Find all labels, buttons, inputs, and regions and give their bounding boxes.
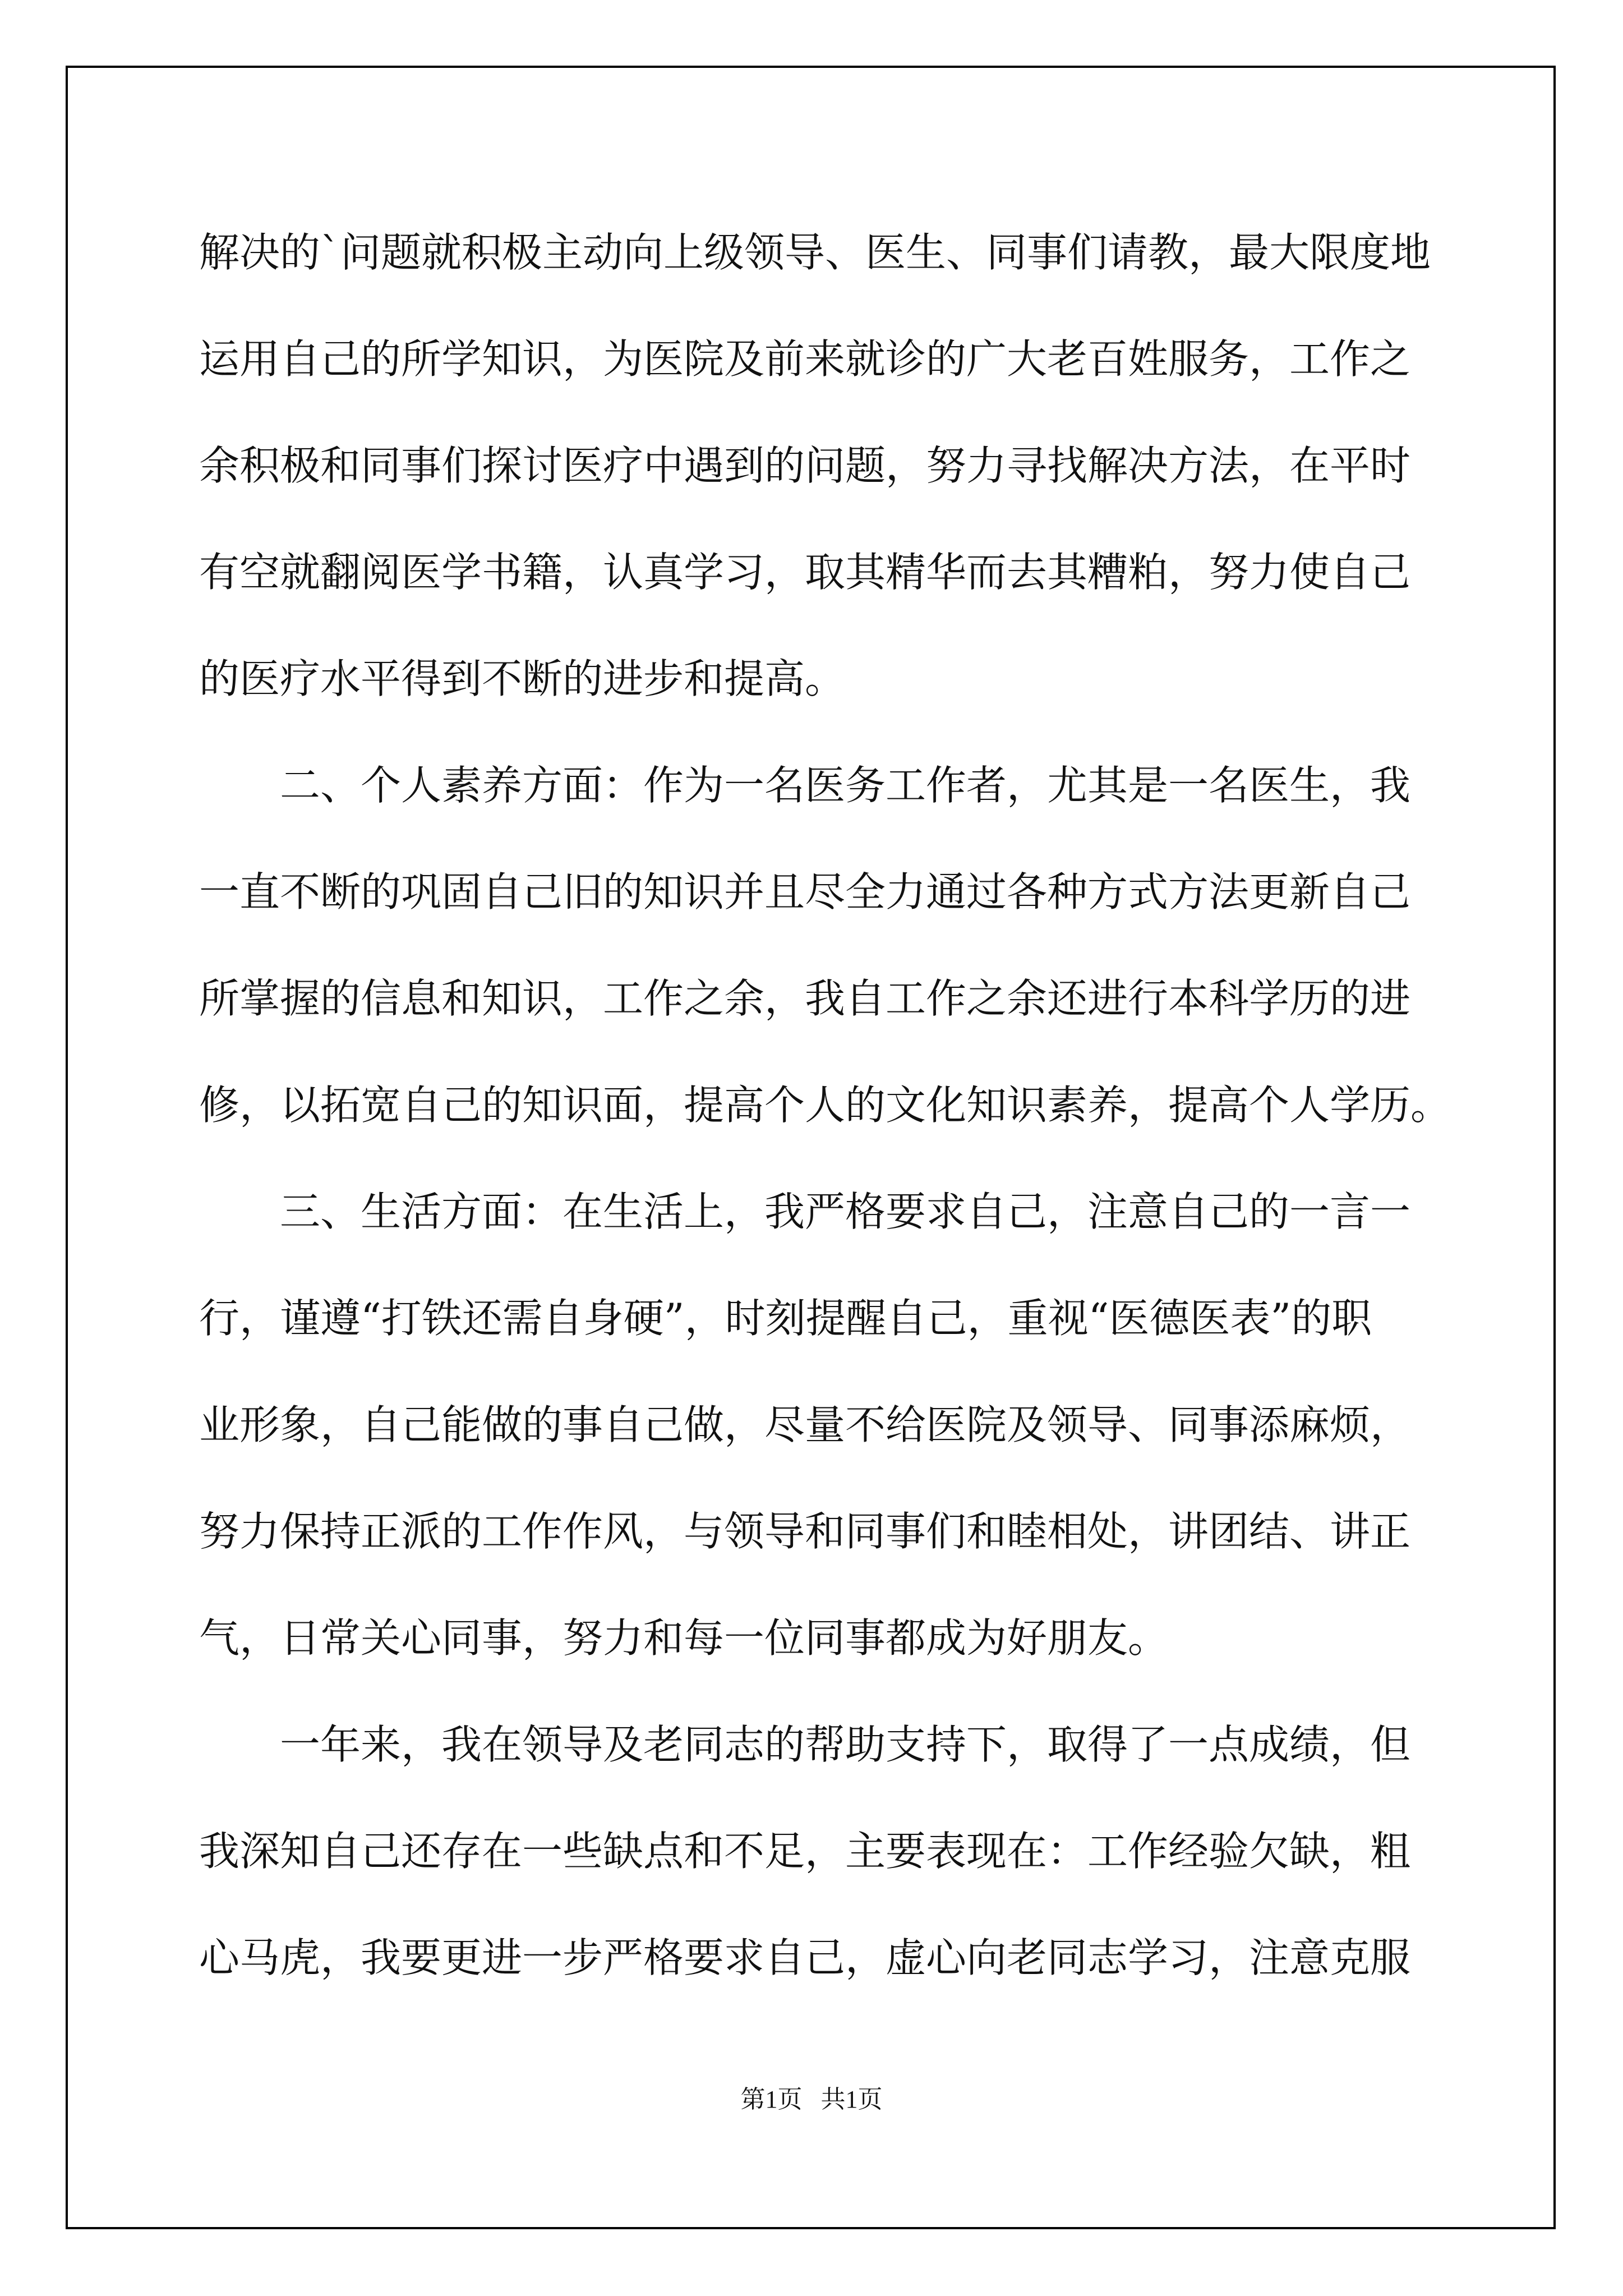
body-line-9: 修，以拓宽自己的知识面，提高个人的文化知识素养，提高个人学历。 [199,1082,1451,1129]
body-line-3: 余积极和同事们探讨医疗中遇到的问题，努力寻找解决方法，在平时 [199,442,1411,489]
body-line-1: 解决的`问题就积极主动向上级领导、医生、同事们请教，最大限度地 [199,229,1431,276]
body-line-13: 努力保持正派的工作作风，与领导和同事们和睦相处，讲团结、讲正 [199,1508,1411,1555]
body-line-16: 我深知自己还存在一些缺点和不足，主要表现在：工作经验欠缺，粗 [199,1828,1411,1875]
body-line-2: 运用自己的所学知识，为医院及前来就诊的广大老百姓服务，工作之 [199,335,1411,383]
body-line-17: 心马虎，我要更进一步严格要求自己，虚心向老同志学习，注意克服 [199,1934,1411,1981]
body-line-7: 一直不断的巩固自己旧的知识并且尽全力通过各种方式方法更新自己 [199,868,1411,915]
page-footer: 第1页 共1页 [740,2086,883,2113]
body-line-5: 的医疗水平得到不断的进步和提高。 [199,655,846,702]
body-line-12: 业形象，自己能做的事自己做，尽量不给医院及领导、同事添麻烦， [199,1401,1411,1448]
body-line-15: 一年来，我在领导及老同志的帮助支持下，取得了一点成绩，但 [199,1721,1411,1768]
page-border [66,66,1556,2229]
body-line-11: 行，谨遵“打铁还需自身硬”，时刻提醒自己，重视“医德医表”的职 [199,1295,1372,1342]
body-line-4: 有空就翻阅医学书籍，认真学习，取其精华而去其糟粕，努力使自己 [199,549,1411,596]
body-line-8: 所掌握的信息和知识，工作之余，我自工作之余还进行本科学历的进 [199,975,1411,1022]
body-line-10: 三、生活方面：在生活上，我严格要求自己，注意自己的一言一 [199,1188,1411,1235]
body-line-14: 气，日常关心同事，努力和每一位同事都成为好朋友。 [199,1614,1169,1662]
body-line-6: 二、个人素养方面：作为一名医务工作者，尤其是一名医生，我 [199,762,1411,809]
